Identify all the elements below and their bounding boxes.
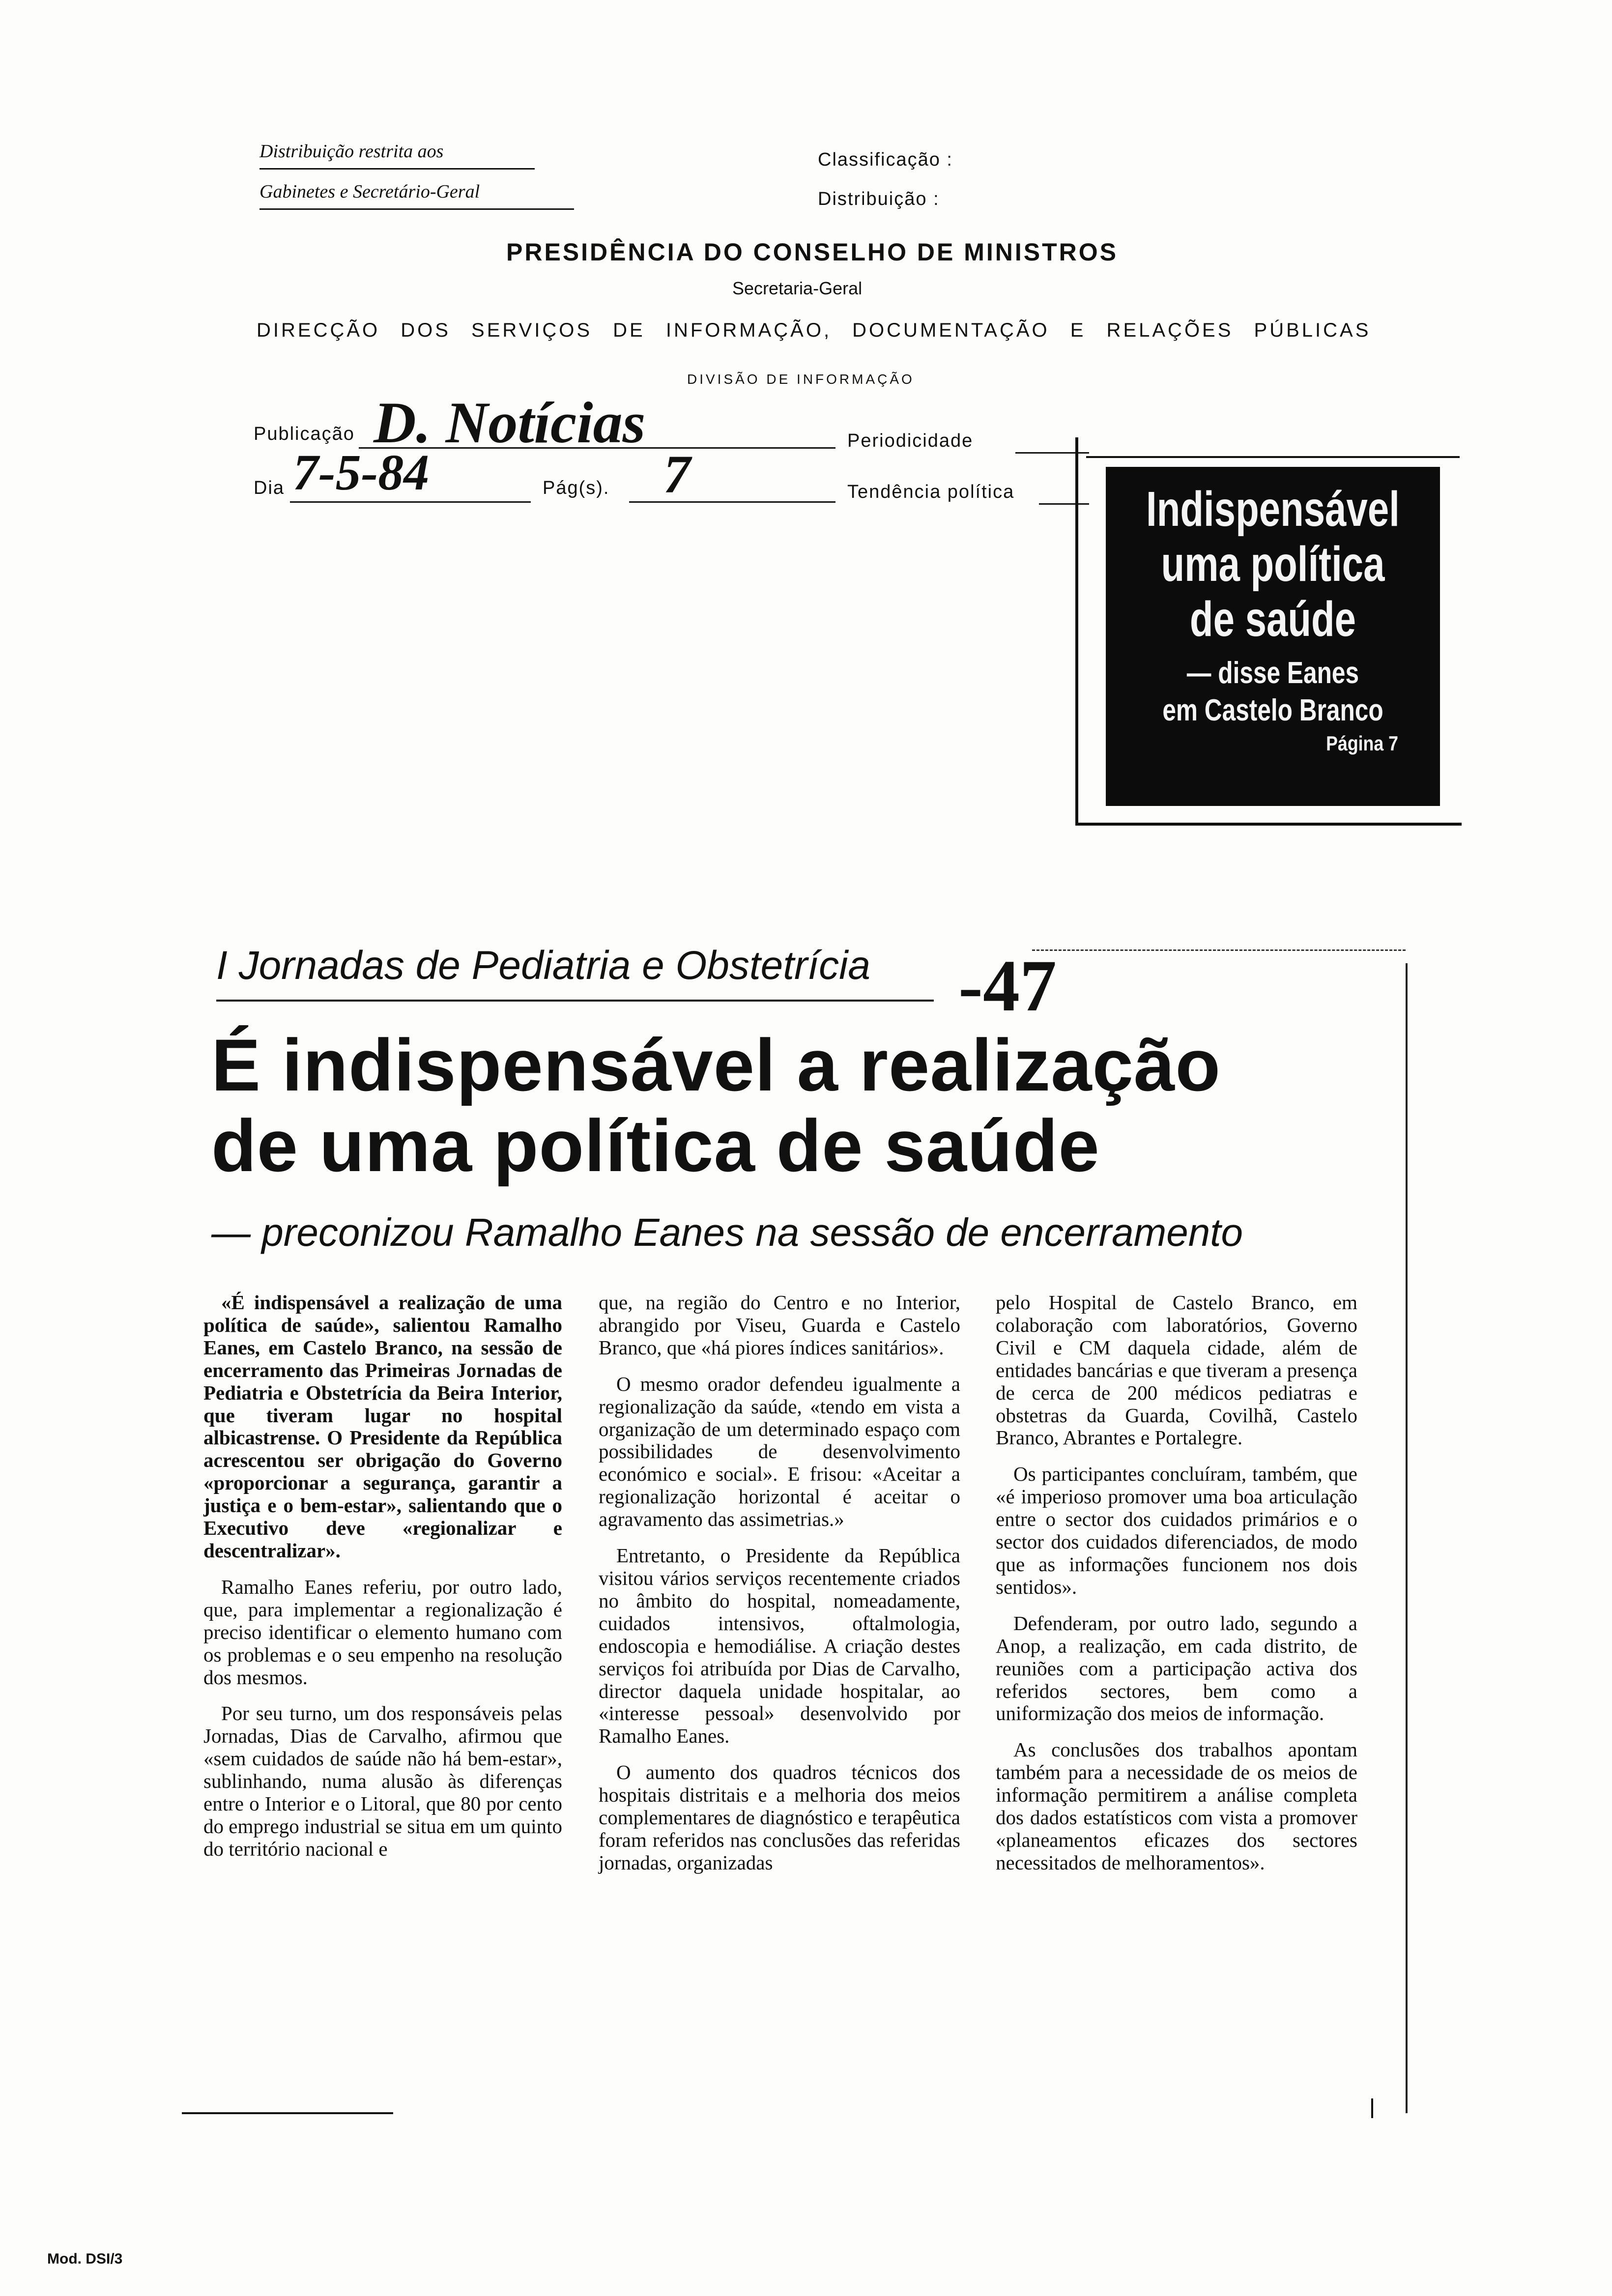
- clipping-line-4: — disse Eanes: [1186, 656, 1359, 690]
- clipping-page: Página 7: [1326, 732, 1398, 755]
- col1-paragraph-3: Por seu turno, um dos responsáveis pelas Jornadas, Dias de Carvalho, afirmou que «sem cuidados de saúde não há bem-estar», sublinhando, numa alusão às diferenças entre o Interior e o Litoral, que 80 por cento do emprego industrial se situa em um quinto do território nacional e: [203, 1702, 562, 1860]
- tendencia-label: Tendência política: [847, 482, 1015, 502]
- dia-line: [290, 501, 531, 503]
- article-kicker: I Jornadas de Pediatria e Obstetrícia: [216, 943, 870, 988]
- col1-paragraph-1: «É indispensável a realização de uma política de saúde», salientou Ramalho Eanes, em Castelo Branco, na sessão de encerramento das Primeiras Jornadas de Pediatria e Obstetrícia da Beira Interior, que tiveram lugar no hospital albicastrense. O Presidente da República acrescentou ser obrigação do Governo «proporcionar a segurança, garantir a justiça e o bem-estar», salientando que o Executivo deve «regionalizar e descentralizar».: [203, 1291, 562, 1562]
- headline-line-2: de uma política de saúde: [211, 1104, 1100, 1187]
- clipping-line-3: de saúde: [1189, 592, 1356, 647]
- org-subtitle: Secretaria-Geral: [732, 278, 863, 298]
- distribution-underline-2: [259, 208, 574, 210]
- publicacao-label: Publicação: [254, 424, 355, 444]
- clipping-top-rule: [1086, 456, 1460, 458]
- clipping-line-5: em Castelo Branco: [1162, 693, 1383, 727]
- periodicidade-label: Periodicidade: [847, 430, 974, 451]
- col2-paragraph-4: O aumento dos quadros técnicos dos hospitais distritais e a melhoria dos meios complementares de diagnóstico e terapêutica foram referidos nas conclusões das referidas jornadas, organizadas: [599, 1761, 960, 1874]
- distribuicao-label: Distribuição :: [818, 189, 940, 209]
- article-column-3: [996, 1292, 1357, 1874]
- publicacao-line: [359, 447, 835, 449]
- publicacao-value: D. Notícias: [374, 390, 646, 455]
- handwritten-mark: -47: [958, 945, 1057, 1027]
- kicker-rule: [216, 1000, 934, 1002]
- col3-paragraph-1: pelo Hospital de Castelo Branco, em colaboração com laboratórios, Governo Civil e CM daquela cidade, além de entidades bancárias e que tiveram a presença de cerca de 200 médicos pediatras e obstetras da Guarda, Covilhã, Castelo Branco, Abrantes e Portalegre.: [996, 1291, 1357, 1449]
- col1-paragraph-2: Ramalho Eanes referiu, por outro lado, que, para implementar a regionalização é preciso identificar o elemento humano com os problemas e o seu empenho na resolução dos mesmos.: [203, 1575, 562, 1689]
- article-column-2: [599, 1292, 960, 1874]
- article-subheadline: — preconizou Ramalho Eanes na sessão de encerramento: [211, 1210, 1243, 1254]
- article-frame-top: [1032, 949, 1406, 951]
- distribution-underline: [259, 168, 535, 170]
- distribution-line-1: Distribuição restrita aos: [259, 141, 444, 162]
- pags-value: 7: [663, 444, 691, 504]
- column-1-end-rule: [182, 2112, 393, 2114]
- pags-line: [629, 501, 835, 503]
- clipping-box: [1106, 467, 1440, 806]
- col3-paragraph-3: Defenderam, por outro lado, segundo a Anop, a realização, em cada distrito, de reuniões com a participação activa dos referidos sectores, bem como a uniformização dos meios de informação.: [996, 1611, 1357, 1725]
- pags-label: Pág(s).: [543, 478, 610, 498]
- direccao-line: DIRECÇÃO DOS SERVIÇOS DE INFORMAÇÃO, DOCUMENTAÇÃO E RELAÇÕES PÚBLICAS: [257, 319, 1371, 341]
- col2-paragraph-2: O mesmo orador defendeu igualmente a regionalização da saúde, «tendo em vista a organização de um determinado espaço com possibilidades de desenvolvimento económico e social». E frisou: «Aceitar a regionalização horizontal é aceitar o agravamento das assimetrias.»: [599, 1372, 960, 1531]
- headline-line-1: É indispensável a realização: [211, 1024, 1221, 1106]
- dia-label: Dia: [254, 478, 285, 498]
- classificacao-label: Classificação :: [818, 149, 953, 170]
- col3-paragraph-2: Os participantes concluíram, também, que «é imperioso promover uma boa articulação entre o sector dos cuidados primários e o sector dos cuidados diferenciados, de modo que as informações funcionem nos dois sentidos».: [996, 1463, 1357, 1598]
- column-3-end-rule: [1371, 2098, 1373, 2118]
- col2-paragraph-3: Entretanto, o Presidente da República visitou vários serviços recentemente criados no âmbito do hospital, nomeadamente, cuidados intensivos, oftalmologia, endoscopia e hemodiálise. A criação destes serviços foi atribuída por Dias de Carvalho, director daquela unidade hospitalar, ao «interesse pessoal» desenvolvido por Ramalho Eanes.: [599, 1544, 960, 1748]
- org-title: PRESIDÊNCIA DO CONSELHO DE MINISTROS: [506, 238, 1119, 266]
- form-code: Mod. DSI/3: [47, 2251, 123, 2267]
- col3-paragraph-4: As conclusões dos trabalhos apontam também para a necessidade de os meios de informação permitirem a análise completa dos dados estatísticos com vista a promover «planeamentos eficazes dos sectores necessitados de melhoramentos».: [996, 1738, 1357, 1874]
- article-column-1: [203, 1292, 562, 1861]
- distribution-line-2: Gabinetes e Secretário-Geral: [259, 181, 480, 202]
- divisao-line: DIVISÃO DE INFORMAÇÃO: [687, 372, 915, 387]
- col2-paragraph-1: que, na região do Centro e no Interior, abrangido por Viseu, Guarda e Castelo Branco, que «há piores índices sanitários».: [599, 1291, 960, 1359]
- article-frame-right: [1406, 963, 1408, 2113]
- clipping-line-1: Indispensável: [1146, 482, 1400, 537]
- dia-value: 7-5-84: [293, 444, 430, 501]
- clipping-line-2: uma política: [1161, 537, 1385, 592]
